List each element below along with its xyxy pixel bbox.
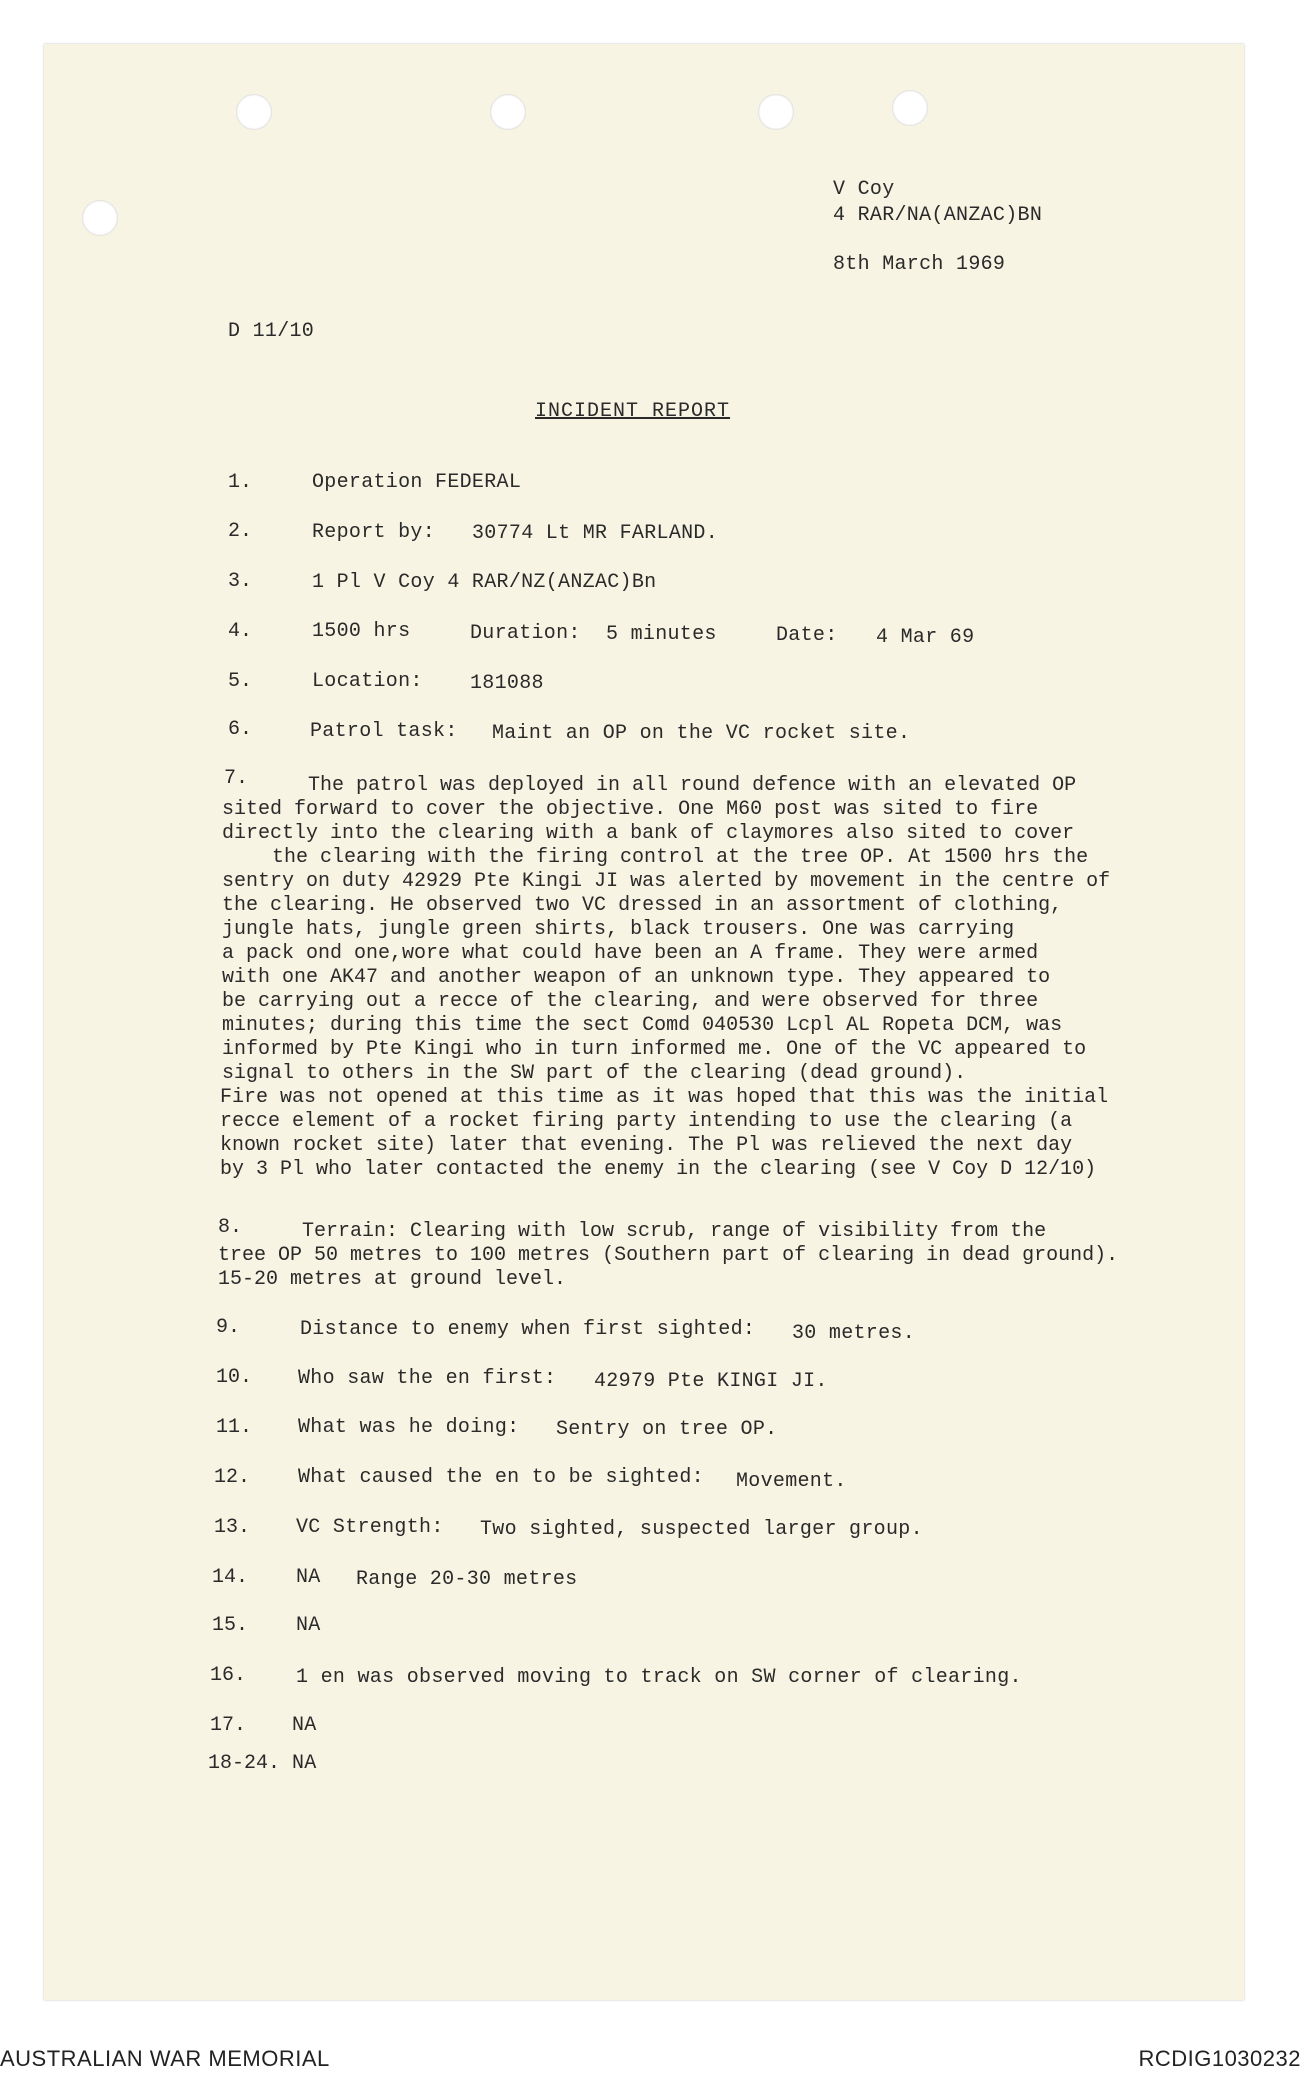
narrative-line: informed by Pte Kingi who in turn informed me. One of the VC appeared to	[222, 1038, 1087, 1061]
doing-label: What was he doing:	[298, 1416, 520, 1439]
who-saw-label: Who saw the en first:	[298, 1367, 557, 1390]
narrative-line: The patrol was deployed in all round defence with an elevated OP	[308, 774, 1077, 797]
narrative-line: directly into the clearing with a bank of claymores also sited to cover	[222, 822, 1075, 845]
narrative-line: the clearing. He observed two VC dressed in an assortment of clothing,	[222, 894, 1063, 917]
item-number: 4.	[228, 620, 253, 643]
item-number: 11.	[216, 1416, 253, 1439]
item-number: 7.	[224, 767, 249, 790]
reference-number: D 11/10	[228, 320, 315, 343]
item-18-value: NA	[292, 1752, 317, 1775]
unit-detail: 1 Pl V Coy 4 RAR/NZ(ANZAC)Bn	[312, 571, 657, 594]
item-number: 17.	[210, 1714, 247, 1737]
cause-label: What caused the en to be sighted:	[298, 1466, 704, 1489]
item-number: 9.	[216, 1316, 241, 1339]
who-saw-value: 42979 Pte KINGI JI.	[594, 1370, 828, 1393]
punch-hole	[82, 200, 118, 236]
punch-hole	[490, 94, 526, 130]
duration-value: 5 minutes	[606, 623, 717, 646]
narrative-line: known rocket site) later that evening. The Pl was relieved the next day	[220, 1134, 1073, 1157]
distance-label: Distance to enemy when first sighted:	[300, 1318, 756, 1341]
narrative-line: with one AK47 and another weapon of an unknown type. They appeared to	[222, 966, 1051, 989]
report-by-value: 30774 Lt MR FARLAND.	[472, 522, 719, 545]
range-value: Range 20-30 metres	[356, 1568, 578, 1591]
item-number: 13.	[214, 1516, 251, 1539]
item-17-value: NA	[292, 1714, 317, 1737]
item-number: 15.	[212, 1614, 249, 1637]
narrative-line: sentry on duty 42929 Pte Kingi JI was alerted by movement in the centre of	[222, 870, 1111, 893]
terrain-line: tree OP 50 metres to 100 metres (Southern part of clearing in dead ground).	[218, 1244, 1119, 1267]
location-label: Location:	[312, 670, 423, 693]
unit-line-2: 4 RAR/NA(ANZAC)BN	[833, 204, 1043, 227]
location-value: 181088	[470, 672, 544, 695]
item-number: 2.	[228, 520, 253, 543]
terrain-line: 15-20 metres at ground level.	[218, 1268, 567, 1291]
duration-label: Duration:	[470, 622, 581, 645]
item-number: 10.	[216, 1366, 253, 1389]
document-date: 8th March 1969	[833, 253, 1006, 276]
unit-line-1: V Coy	[833, 178, 895, 201]
item-number: 12.	[214, 1466, 251, 1489]
item-14-label: NA	[296, 1566, 321, 1589]
strength-label: VC Strength:	[296, 1516, 444, 1539]
narrative-line: minutes; during this time the sect Comd 040530 Lcpl AL Ropeta DCM, was	[222, 1014, 1063, 1037]
cause-value: Movement.	[736, 1470, 847, 1493]
footer-source: AUSTRALIAN WAR MEMORIAL	[0, 2046, 330, 2071]
narrative-line: be carrying out a recce of the clearing, and were observed for three	[222, 990, 1039, 1013]
item-number: 3.	[228, 570, 253, 593]
report-by-label: Report by:	[312, 521, 436, 544]
item-number: 16.	[210, 1664, 247, 1687]
patrol-task-value: Maint an OP on the VC rocket site.	[492, 722, 911, 745]
item-number: 8.	[218, 1216, 243, 1239]
narrative-line: a pack ond one,wore what could have been an A frame. They were armed	[222, 942, 1039, 965]
distance-value: 30 metres.	[792, 1322, 916, 1345]
punch-hole	[892, 90, 928, 126]
narrative-line: jungle hats, jungle green shirts, black trousers. One was carrying	[222, 918, 1015, 941]
punch-hole	[236, 94, 272, 130]
date-label: Date:	[776, 624, 838, 647]
narrative-line: sited forward to cover the objective. One M60 post was sited to fire	[222, 798, 1039, 821]
item-number: 18-24.	[208, 1752, 281, 1775]
item-number: 5.	[228, 670, 253, 693]
time-value: 1500 hrs	[312, 620, 411, 643]
item-16-value: 1 en was observed moving to track on SW corner of clearing.	[296, 1666, 1022, 1689]
operation-name: Operation FEDERAL	[312, 471, 522, 494]
patrol-task-label: Patrol task:	[310, 720, 458, 743]
doing-value: Sentry on tree OP.	[556, 1418, 778, 1441]
narrative-line: recce element of a rocket firing party intending to use the clearing (a	[220, 1110, 1073, 1133]
item-number: 6.	[228, 718, 253, 741]
report-title: INCIDENT REPORT	[535, 400, 731, 423]
footer-id: RCDIG1030232	[1138, 2046, 1301, 2071]
narrative-line: signal to others in the SW part of the clearing (dead ground).	[222, 1062, 967, 1085]
terrain-line: Terrain: Clearing with low scrub, range of visibility from the	[302, 1220, 1047, 1243]
date-value: 4 Mar 69	[876, 626, 975, 649]
narrative-line: by 3 Pl who later contacted the enemy in the clearing (see V Coy D 12/10)	[220, 1158, 1097, 1181]
narrative-line: Fire was not opened at this time as it was hoped that this was the initial	[220, 1086, 1109, 1109]
strength-value: Two sighted, suspected larger group.	[480, 1518, 923, 1541]
item-number: 14.	[212, 1566, 249, 1589]
item-number: 1.	[228, 471, 253, 494]
narrative-line: the clearing with the firing control at the tree OP. At 1500 hrs the	[272, 846, 1089, 869]
punch-hole	[758, 94, 794, 130]
item-15-value: NA	[296, 1614, 321, 1637]
